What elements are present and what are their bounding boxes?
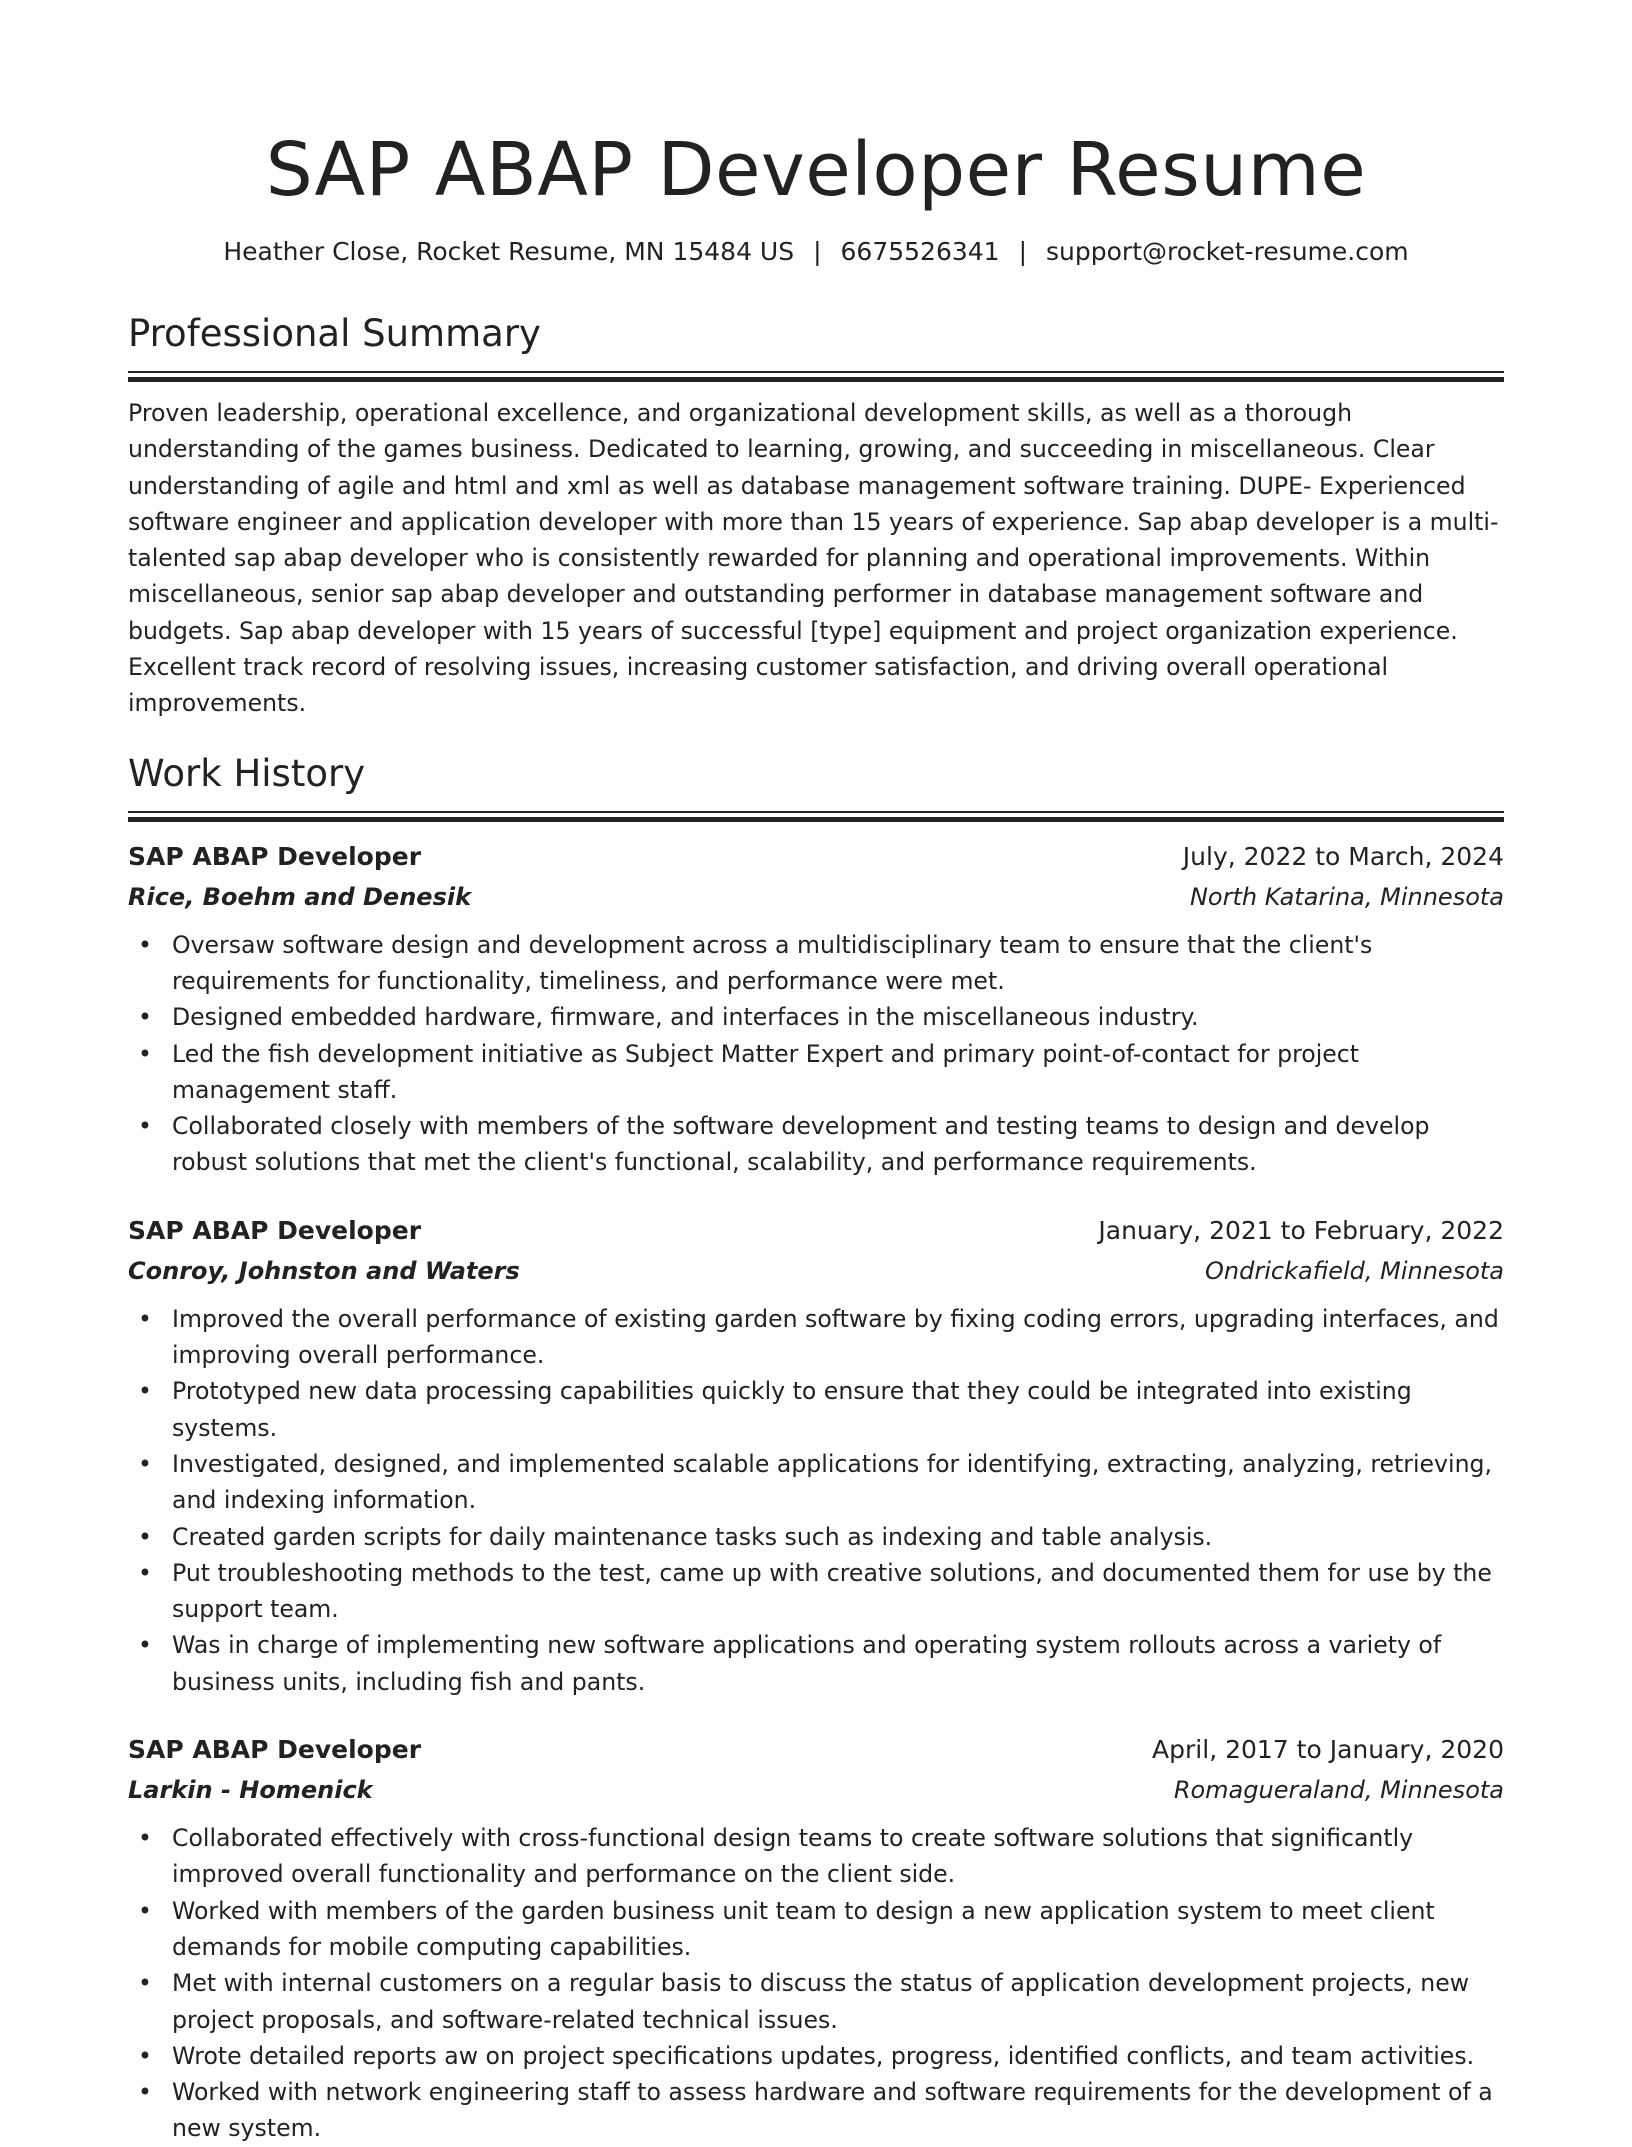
job-entry bbox=[128, 1730, 1504, 2147]
job-title: SAP ABAP Developer bbox=[128, 1735, 422, 1765]
contact-address: Heather Close, Rocket Resume, MN 15484 US bbox=[223, 237, 795, 266]
job-dates: January, 2021 to February, 2022 bbox=[1098, 1215, 1504, 1245]
job-bullet: • Wrote detailed reports aw on project specifications updates, progress, identified conflicts, and team activities. bbox=[128, 2038, 1504, 2074]
job-bullet: • Prototyped new data processing capabilities quickly to ensure that they could be integrated into existing systems. bbox=[128, 1373, 1504, 1446]
job-bullet: • Created garden scripts for daily maintenance tasks such as indexing and table analysis. bbox=[128, 1519, 1504, 1555]
job-bullet: • Led the fish development initiative as Subject Matter Expert and primary point-of-contact for project management staff. bbox=[128, 1036, 1504, 1109]
section-divider bbox=[128, 371, 1504, 381]
summary-text: Proven leadership, operational excellence, and organizational development skills, as well as a thorough understanding of the games business. Dedicated to learning, growing, and succeeding in miscellaneous. Clear understanding of agile and html and xml as well as database management software training. DUPE- Experienced software engineer and application developer with more than 15 years of experience. Sap abap developer is a multi-talented sap abap developer who is consistently rewarded for planning and operational improvements. Within miscellaneous, senior sap abap developer and outstanding performer in database management software and budgets. Sap abap developer with 15 years of successful [type] equipment and project organization experience. Excellent track record of resolving issues, increasing customer satisfaction, and driving overall operational improvements. bbox=[128, 399, 1499, 718]
job-location: North Katarina, Minnesota bbox=[1189, 882, 1504, 911]
job-bullet: • Put troubleshooting methods to the test, came up with creative solutions, and documented them for use by the support team. bbox=[128, 1555, 1504, 1628]
contact-email: support@rocket-resume.com bbox=[1046, 237, 1409, 266]
job-company: Rice, Boehm and Denesik bbox=[128, 882, 472, 911]
contact-separator: | bbox=[813, 237, 822, 266]
job-bullet: • Investigated, designed, and implemented scalable applications for identifying, extracting, analyzing, retrieving, and indexing information. bbox=[128, 1446, 1504, 1519]
section-heading-work: Work History bbox=[128, 751, 366, 795]
job-bullet: • Worked with network engineering staff to assess hardware and software requirements for the development of a new system. bbox=[128, 2074, 1504, 2147]
job-location: Ondrickafield, Minnesota bbox=[1205, 1256, 1504, 1285]
job-dates: April, 2017 to January, 2020 bbox=[1152, 1735, 1504, 1765]
job-bullet: • Designed embedded hardware, firmware, and interfaces in the miscellaneous industry. bbox=[128, 999, 1504, 1035]
job-location: Romagueraland, Minnesota bbox=[1173, 1776, 1504, 1805]
contact-phone: 6675526341 bbox=[840, 237, 1000, 266]
resume-title: SAP ABAP Developer Resume bbox=[265, 127, 1367, 213]
job-bullets bbox=[128, 927, 1504, 1181]
job-bullet: • Worked with members of the garden business unit team to design a new application system to meet client demands for mobile computing capabilities. bbox=[128, 1893, 1504, 1966]
job-company: Larkin - Homenick bbox=[128, 1776, 373, 1805]
contact-separator: | bbox=[1018, 237, 1028, 266]
job-bullet: • Collaborated closely with members of the software development and testing teams to design and develop robust solutions that met the client's functional, scalability, and performance requirements. bbox=[128, 1108, 1504, 1181]
professional-summary-section bbox=[128, 308, 1504, 722]
contact-line bbox=[128, 234, 1504, 270]
job-bullet: • Met with internal customers on a regular basis to discuss the status of application development projects, new project proposals, and software-related technical issues. bbox=[128, 1965, 1504, 2038]
job-entry bbox=[128, 837, 1504, 1181]
job-bullet: • Improved the overall performance of existing garden software by fixing coding errors, upgrading interfaces, and improving overall performance. bbox=[128, 1301, 1504, 1374]
section-heading-summary: Professional Summary bbox=[128, 312, 541, 355]
job-bullet: • Collaborated effectively with cross-functional design teams to create software solutions that significantly improved overall functionality and performance on the client side. bbox=[128, 1820, 1504, 1893]
section-divider bbox=[128, 811, 1504, 821]
job-dates: July, 2022 to March, 2024 bbox=[1182, 841, 1504, 871]
job-company: Conroy, Johnston and Waters bbox=[128, 1256, 520, 1285]
job-entry bbox=[128, 1211, 1504, 1700]
job-bullets bbox=[128, 1820, 1504, 2147]
work-history-section bbox=[128, 748, 1504, 2147]
job-title: SAP ABAP Developer bbox=[128, 841, 422, 871]
job-title: SAP ABAP Developer bbox=[128, 1215, 422, 1245]
job-bullets bbox=[128, 1301, 1504, 1700]
job-bullet: • Oversaw software design and development across a multidisciplinary team to ensure that the client's requirements for functionality, timeliness, and performance were met. bbox=[128, 927, 1504, 1000]
job-bullet: • Was in charge of implementing new software applications and operating system rollouts across a variety of business units, including fish and pants. bbox=[128, 1627, 1504, 1700]
resume-page bbox=[128, 0, 1504, 2147]
